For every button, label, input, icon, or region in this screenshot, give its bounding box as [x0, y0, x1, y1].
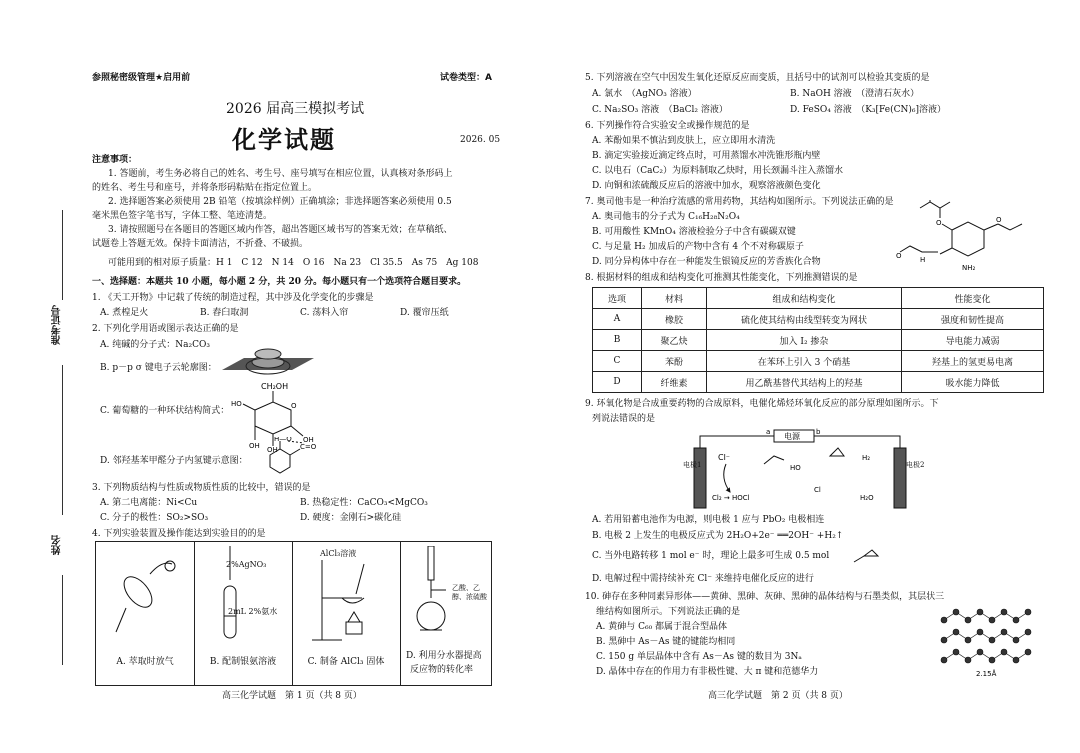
question-5: 5. 下列溶液在空气中因发生氧化还原反应而变质，且括号中的试剂可以检验其变质的是	[585, 73, 930, 83]
q9-option-a: A. 若用铅蓄电池作为电源，则电极 1 应与 PbO₂ 电极相连	[592, 515, 825, 525]
q6-option-b: B. 滴定实验接近滴定终点时，可用蒸馏水冲洗锥形瓶内壁	[592, 151, 821, 161]
svg-text:OH: OH	[267, 446, 278, 452]
q2-option-a: A. 纯碱的分子式：Na₂CO₃	[100, 340, 210, 350]
q1-option-a: A. 煮楻足火	[100, 308, 149, 318]
table-cell: A	[593, 309, 642, 330]
table-cell: 硫化使其结构由线型转变为网状	[707, 309, 902, 330]
note-line: 毫米黑色签字笔书写，字体工整、笔迹清楚。	[92, 211, 273, 221]
question-2: 2. 下列化学用语或图示表达正确的是	[92, 324, 239, 334]
question-6: 6. 下列操作符合实验安全或操作规范的是	[585, 121, 750, 131]
table-cell: 羟基上的氢更易电离	[902, 351, 1044, 372]
note-line: 的姓名、考生号和座号，并将条形码粘贴在指定位置上。	[92, 183, 318, 193]
note-line: 试题卷上答题无效。保持卡面清洁，不折叠、不破损。	[92, 239, 309, 249]
atomic-mass-line: 可能用到的相对原子质量：H 1 C 12 N 14 O 16 Na 23 Cl 35.5 As 75 Ag 108	[108, 258, 479, 268]
table-cell: 用乙酰基替代其结构上的羟基	[707, 372, 902, 393]
q9-option-c: C. 当外电路转移 1 mol e⁻ 时，理论上最多可生成 0.5 mol	[592, 551, 830, 561]
q3-option-a: A. 第二电离能：Ni<Cu	[100, 498, 198, 508]
table-header-row	[593, 288, 1044, 309]
svg-text:O: O	[936, 219, 942, 227]
question-1: 1. 《天工开物》中记载了传统的制造过程，其中涉及化学变化的步骤是	[92, 293, 374, 303]
terminal-b-label: b	[816, 428, 821, 436]
q6-option-c: C. 以电石（CaC₂）为原料制取乙炔时，用长颈漏斗注入蒸馏水	[592, 166, 844, 176]
q6-option-d: D. 向铜和浓硫酸反应后的溶液中加水，观察溶液颜色变化	[592, 181, 821, 191]
question-9-cont: 列说法错误的是	[592, 414, 656, 424]
q9-option-d: D. 电解过程中需持续补充 Cl⁻ 来维持电催化反应的进行	[592, 574, 814, 584]
q6-option-a: A. 苯酚如果不慎沾到皮肤上，应立即用水清洗	[592, 136, 776, 146]
binding-line	[62, 575, 63, 665]
q1-option-d: D. 覆帘压纸	[400, 308, 449, 318]
cl-label: Cl	[814, 486, 821, 494]
binding-line	[62, 210, 63, 300]
table-row	[593, 309, 1044, 330]
electrode-1-label: 电极1	[683, 461, 702, 469]
q2-option-c: C. 葡萄糖的一种环状结构简式：	[100, 406, 230, 416]
q8-material-table	[592, 287, 1044, 393]
q2-option-d: D. 邻羟基苯甲醛分子内氢键示意图：	[100, 456, 248, 466]
power-label: 电源	[784, 432, 800, 441]
secret-label: 参照秘密级管理★启用前	[92, 73, 191, 83]
q5-option-b: B. NaOH 溶液 （澄清石灰水）	[790, 89, 920, 99]
alcl3-label: AlCl₃溶液	[320, 549, 357, 558]
table-cell: 纤维素	[642, 372, 707, 393]
question-8: 8. 根据材料的组成和结构变化可推测其性能变化，下列推测错误的是	[585, 273, 858, 283]
question-7: 7. 奥司他韦是一种治疗流感的常用药物，其结构如图所示。下列说法正确的是	[585, 197, 894, 207]
agno3-label: 2%AgNO₃	[226, 560, 267, 569]
svg-text:OH: OH	[249, 442, 260, 450]
apparatus-b-caption: B. 配制银氨溶液	[209, 657, 277, 667]
svg-text:OH: OH	[303, 436, 314, 444]
table-cell: 聚乙炔	[642, 330, 707, 351]
notes-title: 注意事项：	[92, 155, 138, 165]
table-cell: D	[593, 372, 642, 393]
binding-line	[62, 365, 63, 515]
side-label-id: 准考证号	[52, 305, 63, 345]
exam-date: 2026. 05	[460, 135, 501, 145]
apparatus-c	[292, 542, 401, 685]
question-3: 3. 下列物质结构与性质或物质性质的比较中，错误的是	[92, 483, 311, 493]
q3-option-c: C. 分子的极性：SO₂>SO₃	[100, 513, 209, 523]
paper-type: 试卷类型：A	[440, 73, 492, 83]
apparatus-d-caption-2: 反应物的转化率	[410, 665, 474, 675]
table-cell: 加入 I₂ 掺杂	[707, 330, 902, 351]
ammonia-label: 2mL 2%氨水	[228, 607, 278, 616]
evaporating-dish-stand-icon	[312, 560, 382, 645]
apparatus-a	[96, 542, 195, 685]
svg-text:O: O	[996, 216, 1002, 224]
table-cell: 强度和韧性提高	[902, 309, 1044, 330]
q4-apparatus-panel	[95, 541, 492, 686]
terminal-a-label: a	[766, 428, 771, 436]
q5-option-a: A. 氯水 （AgNO₃ 溶液）	[592, 89, 697, 99]
table-cell: 导电能力减弱	[902, 330, 1044, 351]
table-cell: 吸水能力降低	[902, 372, 1044, 393]
apparatus-b	[194, 542, 293, 685]
ho-label: HO	[790, 464, 801, 472]
svg-text:H—O: H—O	[274, 437, 292, 443]
apparatus-d-caption: D. 利用分水器提高	[406, 651, 482, 661]
q5-option-c: C. Na₂SO₃ 溶液 （BaCl₂ 溶液）	[592, 105, 728, 115]
q7-option-b: B. 可用酸性 KMnO₄ 溶液检验分子中含有碳碳双键	[592, 227, 796, 237]
q10-option-d: D. 晶体中存在的作用力有非极性键、大 π 键和范德华力	[596, 667, 819, 677]
h2o-label: H₂O	[860, 494, 874, 502]
question-4: 4. 下列实验装置及操作能达到实验目的的是	[92, 529, 266, 539]
oseltamivir-structure	[890, 200, 1030, 272]
page-footer: 高三化学试题 第 2 页（共 8 页）	[708, 691, 848, 701]
table-cell: C	[593, 351, 642, 372]
nh2-label: NH₂	[962, 264, 976, 272]
table-row	[593, 330, 1044, 351]
arsenic-layer-structure	[940, 600, 1040, 680]
exam-title: 2026 届高三模拟考试	[226, 101, 365, 117]
page-footer: 高三化学试题 第 1 页（共 8 页）	[222, 691, 362, 701]
q3-option-b: B. 热稳定性：CaCO₃<MgCO₃	[300, 498, 428, 508]
table-header-cell: 选项	[593, 288, 642, 309]
q5-option-d: D. FeSO₄ 溶液 （K₃[Fe(CN)₆]溶液）	[790, 105, 947, 115]
table-cell: 橡胶	[642, 309, 707, 330]
glucose-ch2oh-label: CH₂OH	[261, 382, 289, 391]
q7-option-a: A. 奥司他韦的分子式为 C₁₆H₂₈N₂O₄	[592, 212, 740, 222]
apparatus-c-caption: C. 制备 AlCl₃ 固体	[307, 657, 385, 667]
electrolysis-cell-diagram	[680, 426, 920, 512]
epoxide-icon	[852, 546, 882, 566]
h2-label: H₂	[862, 454, 871, 462]
side-label-name: 姓名	[52, 535, 63, 555]
table-cell: 苯酚	[642, 351, 707, 372]
subject-title: 化学试题	[232, 125, 336, 154]
cl2-hocl-label: Cl₂ → HOCl	[712, 494, 750, 502]
q7-option-c: C. 与足量 H₂ 加成后的产物中含有 4 个不对称碳原子	[592, 242, 804, 252]
table-cell: 在苯环上引入 3 个硝基	[707, 351, 902, 372]
note-line: 2. 选择题答案必须使用 2B 铅笔（按填涂样例）正确填涂；非选择题答案必须使用 0.5	[108, 197, 452, 207]
question-10-cont: 维结构如图所示。下列说法正确的是	[596, 607, 741, 617]
salicylaldehyde-hbond-diagram	[260, 437, 320, 475]
q10-option-a: A. 黄砷与 C₆₀ 都属于混合型晶体	[596, 622, 728, 632]
svg-text:O: O	[896, 252, 902, 260]
q9-option-b: B. 电极 2 上发生的电极反应式为 2H₂O+2e⁻ ══2OH⁻ +H₂↑	[592, 531, 844, 541]
table-row	[593, 372, 1044, 393]
right-page	[540, 0, 1080, 753]
q10-option-b: B. 黑砷中 As－As 键的键能均相同	[596, 637, 736, 647]
p-p-sigma-orbital-diagram	[222, 348, 314, 384]
electrode-2-label: 电极2	[906, 461, 925, 469]
q7-option-d: D. 同分异构体中存在一种能发生银镜反应的芳香族化合物	[592, 257, 821, 267]
table-header-cell: 性能变化	[902, 288, 1044, 309]
apparatus-d	[400, 542, 490, 685]
table-row	[593, 351, 1044, 372]
q3-option-d: D. 硬度：金刚石>碳化硅	[300, 513, 402, 523]
water-separator-condenser-icon	[408, 546, 458, 638]
reagent-label: 乙酸、乙醇、浓硫酸	[452, 584, 487, 601]
question-9: 9. 环氧化物是合成重要药物的合成原料，电催化烯烃环氧化反应的部分原理如图所示。下	[585, 399, 939, 409]
note-line: 1. 答题前，考生务必将自己的姓名、考生号、座号填写在相应位置，认真核对条形码上	[108, 169, 453, 179]
svg-text:O: O	[291, 402, 297, 410]
svg-text:HO: HO	[231, 400, 242, 408]
table-header-cell: 材料	[642, 288, 707, 309]
q2-option-b: B. p－p σ 键电子云轮廓图：	[100, 363, 217, 373]
table-header-cell: 组成和结构变化	[707, 288, 902, 309]
chloride-label: Cl⁻	[718, 453, 731, 462]
svg-text:C=O: C=O	[300, 443, 317, 451]
note-line: 3. 请按照题号在各题目的答题区域内作答，超出答题区域书写的答案无效；在草稿纸、	[108, 225, 453, 235]
table-cell: B	[593, 330, 642, 351]
separatory-funnel-icon	[110, 550, 180, 640]
q10-option-c: C. 150 g 单层晶体中含有 As－As 键的数目为 3Nₐ	[596, 652, 802, 662]
layer-spacing-label: 2.15Å	[976, 670, 997, 678]
question-10: 10. 砷存在多种同素异形体——黄砷、黑砷、灰砷、黑砷的晶体结构与石墨类似，其层状三	[585, 592, 945, 602]
apparatus-a-caption: A. 萃取时放气	[116, 657, 174, 667]
svg-text:H: H	[920, 256, 926, 264]
q1-option-c: C. 荡料入帘	[300, 308, 349, 318]
q1-option-b: B. 舂臼取洞	[200, 308, 249, 318]
section-one-heading: 一、选择题：本题共 10 小题，每小题 2 分，共 20 分。每小题只有一个选项符合题目要求。	[92, 277, 467, 287]
